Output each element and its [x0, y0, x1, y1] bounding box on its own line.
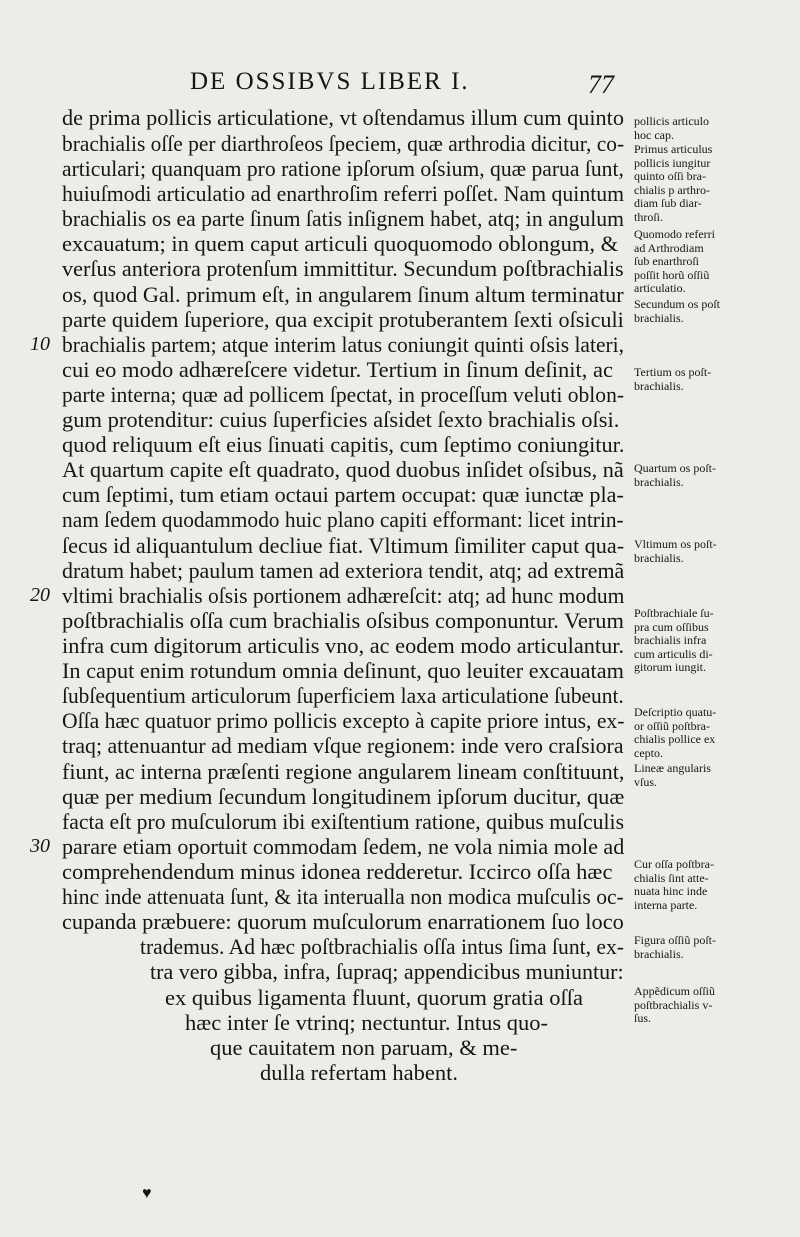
text-line: parare etiam oportuit commodam ſedem, ne vola nimia mole ad — [62, 834, 625, 859]
text-line: gum protenditur: cuius ſuperficies aſsidet ſexto brachialis oſsi. — [62, 407, 620, 432]
text-line: traq; attenuantur ad mediam vſque regionem: inde vero craſsiora — [62, 733, 624, 758]
text-line: quod reliquum eſt eius ſinuati capitis, cum ſeptimo coniungitur. — [62, 432, 625, 457]
text-line: ſubſequentium articulorum ſuperficiem laxa articulatione ſubeunt. — [62, 683, 624, 708]
text-line: fiunt, ac interna præſenti regione angularem lineam conſtituunt, — [62, 759, 625, 784]
marginal-note: Lineæ angularis vſus. — [634, 761, 711, 789]
text-line: vltimi brachialis oſsis portionem adhæreſcit: atq; ad hunc modum — [62, 583, 625, 608]
text-line: facta eſt pro muſculorum ibi exiſtentium ratione, quibus muſculis — [62, 809, 625, 834]
running-header: DE OSSIBVS LIBER I. — [190, 68, 470, 95]
text-line: de prima pollicis articulatione, vt oſtendamus illum cum quinto — [62, 105, 624, 130]
text-line: os, quod Gal. primum eſt, in angularem ſinum altum terminatur — [62, 282, 624, 307]
text-line: brachialis oſſe per diarthroſeos ſpeciem, quæ arthrodia dicitur, co- — [62, 131, 625, 156]
text-line: cum ſeptimi, tum etiam octaui partem occupat: quæ iunctæ pla- — [62, 482, 624, 507]
text-line: quæ per medium ſecundum longitudinem ipſorum ducitur, quæ — [62, 784, 625, 809]
marginal-note: pollicis articulo hoc cap. — [634, 114, 709, 142]
text-line: cupanda præbuere: quorum muſculorum enarrationem ſuo loco — [62, 909, 624, 934]
marginal-note: Quomodo referri ad Arthrodiam ſub enarthroſi poſſit horũ oſſiũ articulatio. — [634, 227, 715, 295]
text-line: que cauitatem non paruam, & me- — [210, 1035, 518, 1060]
text-line: nam ſedem quodammodo huic plano capiti efformant: licet intrin- — [62, 507, 624, 532]
text-line: parte quidem ſuperiore, qua excipit protuberantem ſexti oſsiculi — [62, 307, 624, 332]
line-number: 20 — [30, 584, 50, 606]
text-line: verſus anteriora protenſum immittitur. Secundum poſtbrachialis — [62, 256, 624, 281]
text-line: At quartum capite eſt quadrato, quod duobus inſidet oſsibus, nã — [62, 457, 624, 482]
text-line: trademus. Ad hæc poſtbrachialis oſſa intus ſima ſunt, ex- — [140, 934, 624, 959]
marginal-note: Poſtbrachiale ſu- pra cum oſſibus brachialis infra cum articulis di- gitorum iungit. — [634, 606, 714, 674]
text-line: dratum habet; paulum tamen ad exteriora tendit, atq; ad extremã — [62, 558, 625, 583]
text-line: cui eo modo adhæreſcere videtur. Tertium in ſinum deſinit, ac — [62, 357, 613, 382]
text-line: excauatum; in quem caput articuli quoquomodo oblongum, & — [62, 231, 619, 256]
marginal-note: Vltimum os poſt- brachialis. — [634, 537, 717, 565]
text-line: ſecus id aliquantulum decliue fiat. Vltimum ſimiliter caput qua- — [62, 533, 625, 558]
page-number: 77 — [588, 70, 614, 99]
marginal-note: Cur oſſa poſtbra- chialis ſint atte- nuata hinc inde interna parte. — [634, 857, 714, 912]
marginal-note: Appẽdicum oſſiũ poſtbrachialis v- ſus. — [634, 984, 715, 1025]
text-line: infra cum digitorum articulis vno, ac eodem modo articulantur. — [62, 633, 625, 658]
line-number: 30 — [30, 835, 50, 857]
marginal-note: Tertium os poſt- brachialis. — [634, 365, 712, 393]
text-line: brachialis os ea parte ſinum ſatis inſignem habet, atq; in angulum — [62, 206, 624, 231]
text-line: dulla refertam habent. — [260, 1060, 459, 1085]
text-line: ex quibus ligamenta fluunt, quorum gratia oſſa — [165, 985, 584, 1010]
text-line: brachialis partem; atque interim latus coniungit quinti oſsis lateri, — [62, 332, 625, 357]
text-line: hinc inde attenuata ſunt, & ita interualla non modica muſculis oc- — [62, 884, 624, 909]
text-line: poſtbrachialis oſſa cum brachialis oſsibus componuntur. Verum — [62, 608, 624, 633]
text-line: In caput enim rotundum omnia deſinunt, quo leuiter excauatam — [62, 658, 624, 683]
text-line: huiuſmodi articulatio ad enarthroſim referri poſſet. Nam quintum — [62, 181, 625, 206]
marginal-note: Primus articulus pollicis iungitur quinto oſſi bra- chialis p arthro- diam ſub diar- throſi. — [634, 142, 713, 224]
stray-mark: ♥ — [142, 1185, 152, 1202]
marginal-note: Secundum os poſt brachialis. — [634, 297, 720, 325]
text-line: Oſſa hæc quatuor primo pollicis excepto à capite priore intus, ex- — [62, 708, 625, 733]
text-line: articulari; quanquam pro ratione ipſorum oſsium, quæ parua ſunt, — [62, 156, 624, 181]
text-line: comprehendendum minus idonea redderetur. Iccirco oſſa hæc — [62, 859, 613, 884]
line-number: 10 — [30, 333, 50, 355]
text-line: parte interna; quæ ad pollicem ſpectat, in proceſſum veluti oblon- — [62, 382, 625, 407]
text-line: tra vero gibba, infra, ſupraq; appendicibus muniuntur: — [150, 959, 624, 984]
marginal-note: Figura oſſiũ poſt- brachialis. — [634, 933, 716, 961]
marginal-note: Quartum os poſt- brachialis. — [634, 461, 716, 489]
marginal-note: Deſcriptio quatu- or oſſiũ poſtbra- chialis pollice ex cepto. — [634, 705, 717, 760]
text-line: hæc inter ſe vtrinq; nectuntur. Intus quo- — [185, 1010, 549, 1035]
